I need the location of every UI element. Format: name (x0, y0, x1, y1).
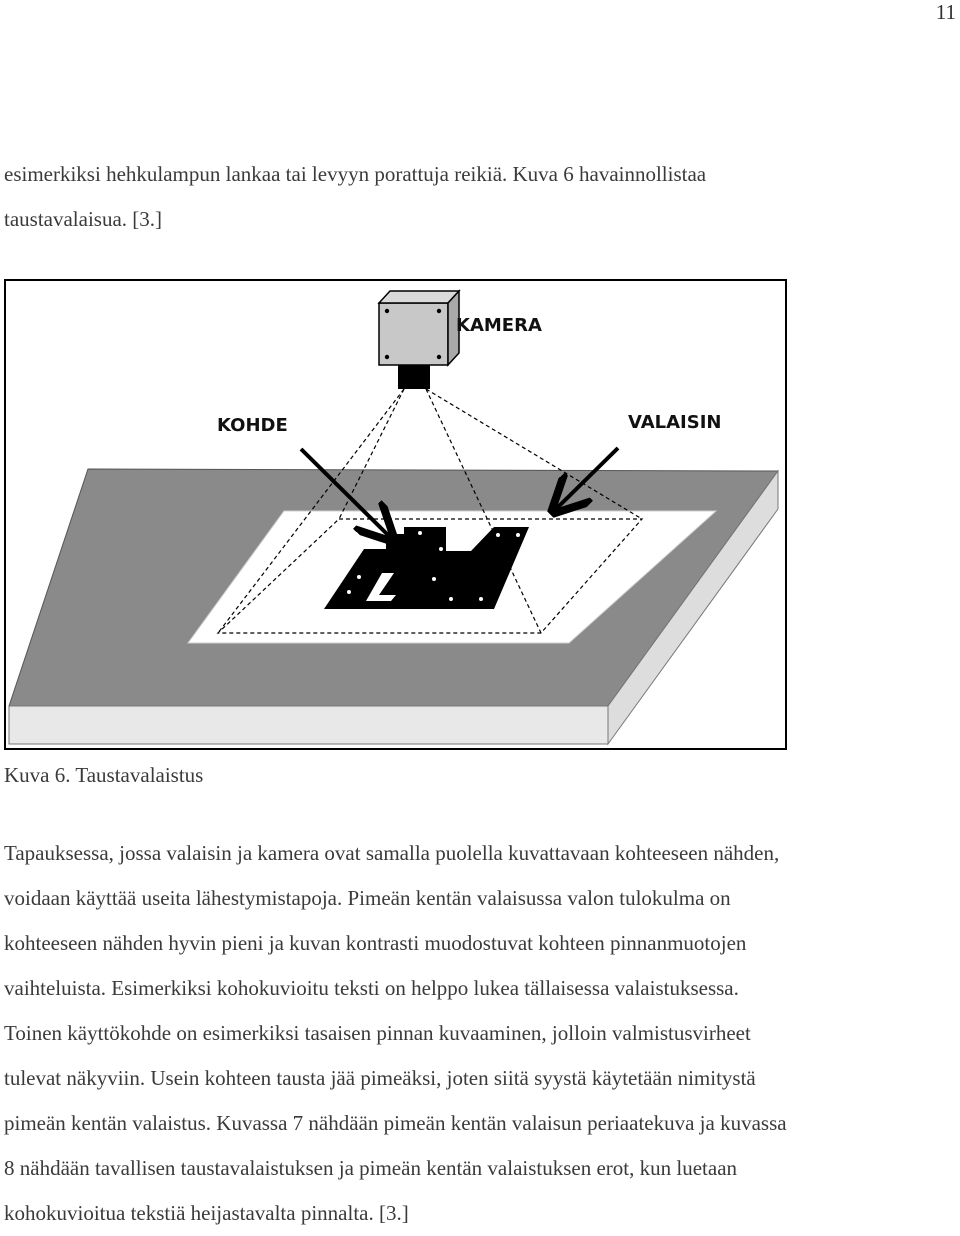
camera (379, 291, 459, 389)
figure-caption: Kuva 6. Taustavalaistus (4, 763, 204, 787)
platform-front-edge (9, 706, 608, 744)
text-line: kohteeseen nähden hyvin pieni ja kuvan kontrasti muodostuvat kohteen pinnanmuotojen (4, 931, 747, 955)
object-label: KOHDE (217, 415, 288, 436)
text-line: pimeän kentän valaistus. Kuvassa 7 nähdään pimeän kentän valaisun periaatekuva ja kuvassa (4, 1111, 787, 1135)
camera-label: KAMERA (456, 315, 542, 336)
text-line: vaihteluista. Esimerkiksi kohokuvioitu teksti on helppo lukea tällaisessa valaistuksessa. (4, 976, 739, 1000)
intro-paragraph (4, 152, 956, 242)
text-line: esimerkiksi hehkulampun lankaa tai levyyn porattuja reikiä. Kuva 6 havainnollistaa (4, 162, 707, 186)
text-line: kohokuvioitua tekstiä heijastavalta pinnalta. [3.] (4, 1201, 409, 1225)
text-line: voidaan käyttää useita lähestymistapoja. Pimeän kentän valaisussa valon tulokulma on (4, 886, 731, 910)
text-line: taustavalaisua. [3.] (4, 207, 163, 231)
light-label: VALAISIN (628, 412, 722, 433)
text-line: tulevat näkyviin. Usein kohteen tausta jää pimeäksi, joten siitä syystä käytetään nimitystä (4, 1066, 756, 1090)
text-line: Tapauksessa, jossa valaisin ja kamera ovat samalla puolella kuvattavaan kohteeseen nähden, (4, 841, 780, 865)
camera-lens (398, 365, 430, 389)
body-paragraph (4, 831, 956, 1236)
text-line: Toinen käyttökohde on esimerkiksi tasaisen pinnan kuvaaminen, jolloin valmistusvirheet (4, 1021, 751, 1045)
text-line: 8 nähdään tavallisen taustavalaistuksen ja pimeän kentän valaistuksen erot, kun luetaan (4, 1156, 738, 1180)
backlighting-diagram (6, 281, 785, 748)
figure-backlighting (4, 279, 787, 750)
page-number: 11 (935, 0, 956, 24)
